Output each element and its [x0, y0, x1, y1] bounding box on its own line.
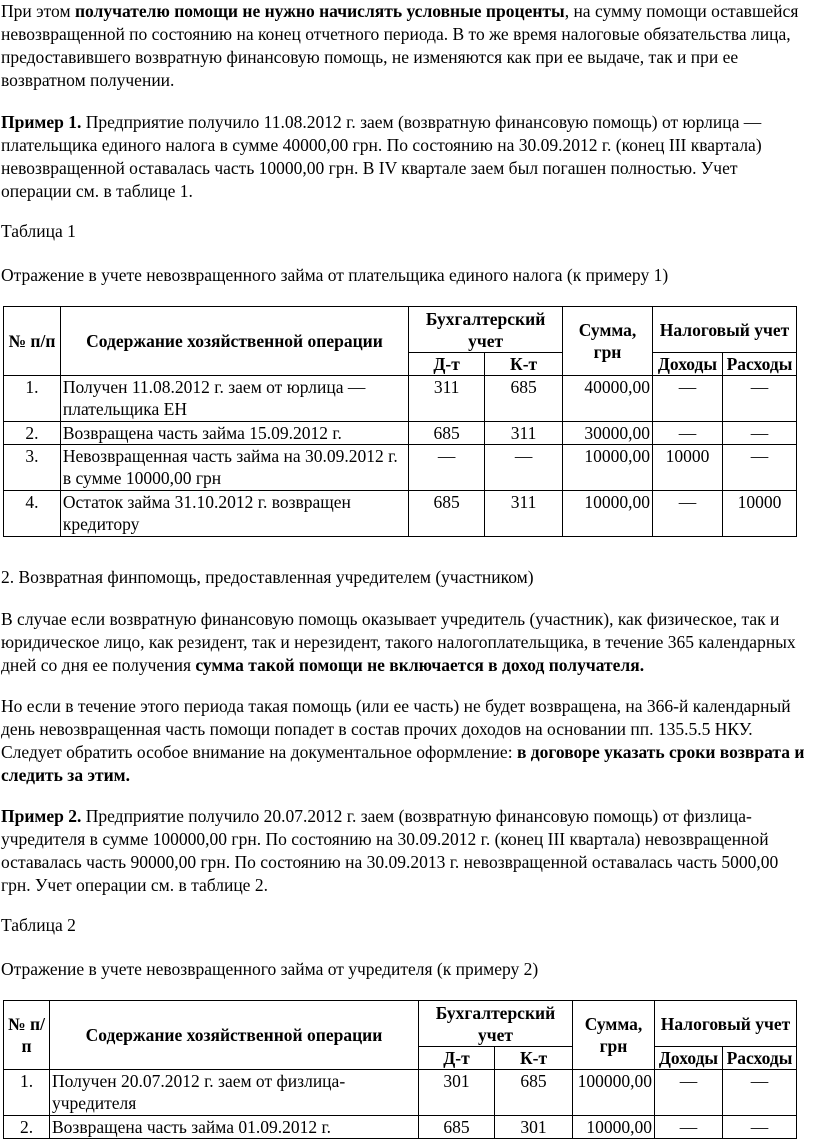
t2-header-credit: К-т — [495, 1047, 573, 1070]
row-credit: — — [485, 445, 563, 491]
table-row — [4, 445, 797, 491]
row-sum: 10000,00 — [573, 1116, 655, 1139]
section2-p2-bold: в договоре указать сроки возврата и следить за этим. — [1, 742, 805, 785]
row-credit: 311 — [485, 491, 563, 537]
t1-header-content: Содержание хозяйственной операции — [60, 307, 408, 376]
row-num: 2. — [4, 1116, 50, 1139]
example1-text: Предприятие получило 11.08.2012 г. заем (возвратную финансовую помощь) от юрлица — плательщика единого налога в сумме 40000,00 грн. По состоянию на 30.09.2012 г. (конец III квартала) невозвращенной оставалась часть 10000,00 грн. В IV квартале заем был погашен полностью. Учет операции см. в таблице 1. — [1, 112, 762, 201]
row-expense: — — [723, 1070, 797, 1116]
row-desc: Невозвращенная часть займа на 30.09.2012 г. в сумме 10000,00 грн — [60, 445, 408, 491]
row-debit: 685 — [409, 422, 485, 445]
t2-header-debit: Д-т — [419, 1047, 495, 1070]
intro-paragraph — [1, 0, 809, 92]
row-income: — — [655, 1070, 723, 1116]
row-expense: — — [722, 422, 796, 445]
section2-p1-bold: сумма такой помощи не включается в доход получателя. — [195, 655, 645, 675]
row-credit: 685 — [495, 1070, 573, 1116]
row-expense: — — [722, 376, 796, 422]
intro-rest: , на сумму помощи оставшейся невозвращенной по состоянию на конец отчетного периода. В то же время налоговые обязательства лица, предоставившего возвратную финансовую помощь, не изменяются как при ее выдаче, так и при ее возвратном получении. — [1, 1, 799, 90]
table-row — [4, 376, 797, 422]
row-num: 1. — [4, 1070, 50, 1116]
row-desc: Получен 20.07.2012 г. заем от физлица-учредителя — [50, 1070, 419, 1116]
row-expense: 10000 — [722, 491, 796, 537]
table2-label: Таблица 2 — [1, 915, 76, 935]
row-debit: 311 — [409, 376, 485, 422]
row-num: 3. — [4, 445, 61, 491]
example2-text: Предприятие получило 20.07.2012 г. заем (возвратную финансовую помощь) от физлица-учредителя в сумме 100000,00 грн. По состоянию на 30.09.2012 г. (конец III квартала) невозвращенной оставалась часть 90000,00 грн. По состоянию на 30.09.2013 г. невозвращенной оставалась часть 5000,00 грн. Учет операции см. в таблице 2. — [1, 806, 779, 895]
t1-header-income: Доходы — [652, 353, 722, 376]
t1-header-num: № п/п — [4, 307, 61, 376]
t1-header-debit: Д-т — [409, 353, 485, 376]
section2-paragraph-2 — [1, 695, 809, 787]
t1-header-tax: Налоговый учет — [652, 307, 796, 353]
section2-p1-text: В случае если возвратную финансовую помощь оказывает учредитель (участник), как физическое, так и юридическое лицо, как резидент, так и нерезидент, такого налогоплательщика, в течение 365 календарных дней со дня ее получения — [1, 609, 796, 675]
intro-lead: При этом — [1, 1, 75, 21]
row-desc: Возвращена часть займа 01.09.2012 г. — [50, 1116, 419, 1139]
example2-paragraph — [1, 805, 809, 897]
t2-header-expense: Расходы — [723, 1047, 797, 1070]
row-credit: 311 — [485, 422, 563, 445]
table-row — [4, 422, 797, 445]
t1-header-expense: Расходы — [722, 353, 796, 376]
row-num: 2. — [4, 422, 61, 445]
row-sum: 30000,00 — [563, 422, 653, 445]
row-debit: — — [409, 445, 485, 491]
row-credit: 685 — [485, 376, 563, 422]
row-sum: 100000,00 — [573, 1070, 655, 1116]
section2-paragraph-1 — [1, 608, 809, 677]
table1 — [3, 306, 797, 537]
table-row — [4, 1116, 797, 1139]
row-income: — — [652, 376, 722, 422]
row-credit: 301 — [495, 1116, 573, 1139]
t2-header-num: № п/п — [4, 1001, 50, 1070]
t1-header-sum: Сумма, грн — [563, 307, 653, 376]
row-income: — — [652, 422, 722, 445]
example2-label: Пример 2. — [1, 806, 82, 826]
t2-header-tax: Налоговый учет — [655, 1001, 797, 1047]
t1-header-credit: К-т — [485, 353, 563, 376]
row-debit: 685 — [409, 491, 485, 537]
example1-label: Пример 1. — [1, 112, 82, 132]
row-income: — — [652, 491, 722, 537]
row-sum: 10000,00 — [563, 491, 653, 537]
t2-header-income: Доходы — [655, 1047, 723, 1070]
intro-bold: получателю помощи не нужно начислять условные проценты — [74, 1, 565, 21]
section2-p2-text: Но если в течение этого периода такая помощь (или ее часть) не будет возвращена, на 366-й календарный день невозвращенная часть помощи попадет в состав прочих доходов на основании пп. 135.5.5 НКУ. Следует обратить особое внимание на документальное оформление: — [1, 696, 791, 762]
section2-heading: 2. Возвратная финпомощь, предоставленная учредителем (участником) — [1, 567, 534, 587]
t1-header-accounting: Бухгалтерский учет — [409, 307, 563, 353]
row-debit: 301 — [419, 1070, 495, 1116]
t2-header-accounting: Бухгалтерский учет — [419, 1001, 573, 1047]
row-income: — — [655, 1116, 723, 1139]
t2-header-content: Содержание хозяйственной операции — [50, 1001, 419, 1070]
row-sum: 10000,00 — [563, 445, 653, 491]
row-desc: Возвращена часть займа 15.09.2012 г. — [60, 422, 408, 445]
t2-header-sum: Сумма, грн — [573, 1001, 655, 1070]
row-debit: 685 — [419, 1116, 495, 1139]
table-row — [4, 491, 797, 537]
table2 — [3, 1000, 797, 1139]
table1-caption: Отражение в учете невозвращенного займа от плательщика единого налога (к примеру 1) — [1, 265, 669, 285]
row-sum: 40000,00 — [563, 376, 653, 422]
table-row — [4, 1070, 797, 1116]
row-expense: — — [723, 1116, 797, 1139]
row-num: 4. — [4, 491, 61, 537]
row-expense: — — [722, 445, 796, 491]
example1-paragraph — [1, 111, 809, 203]
row-num: 1. — [4, 376, 61, 422]
table1-label: Таблица 1 — [1, 221, 76, 241]
row-desc: Получен 11.08.2012 г. заем от юрлица — плательщика ЕН — [60, 376, 408, 422]
row-desc: Остаток займа 31.10.2012 г. возвращен кредитору — [60, 491, 408, 537]
row-income: 10000 — [652, 445, 722, 491]
table2-caption: Отражение в учете невозвращенного займа от учредителя (к примеру 2) — [1, 959, 539, 979]
